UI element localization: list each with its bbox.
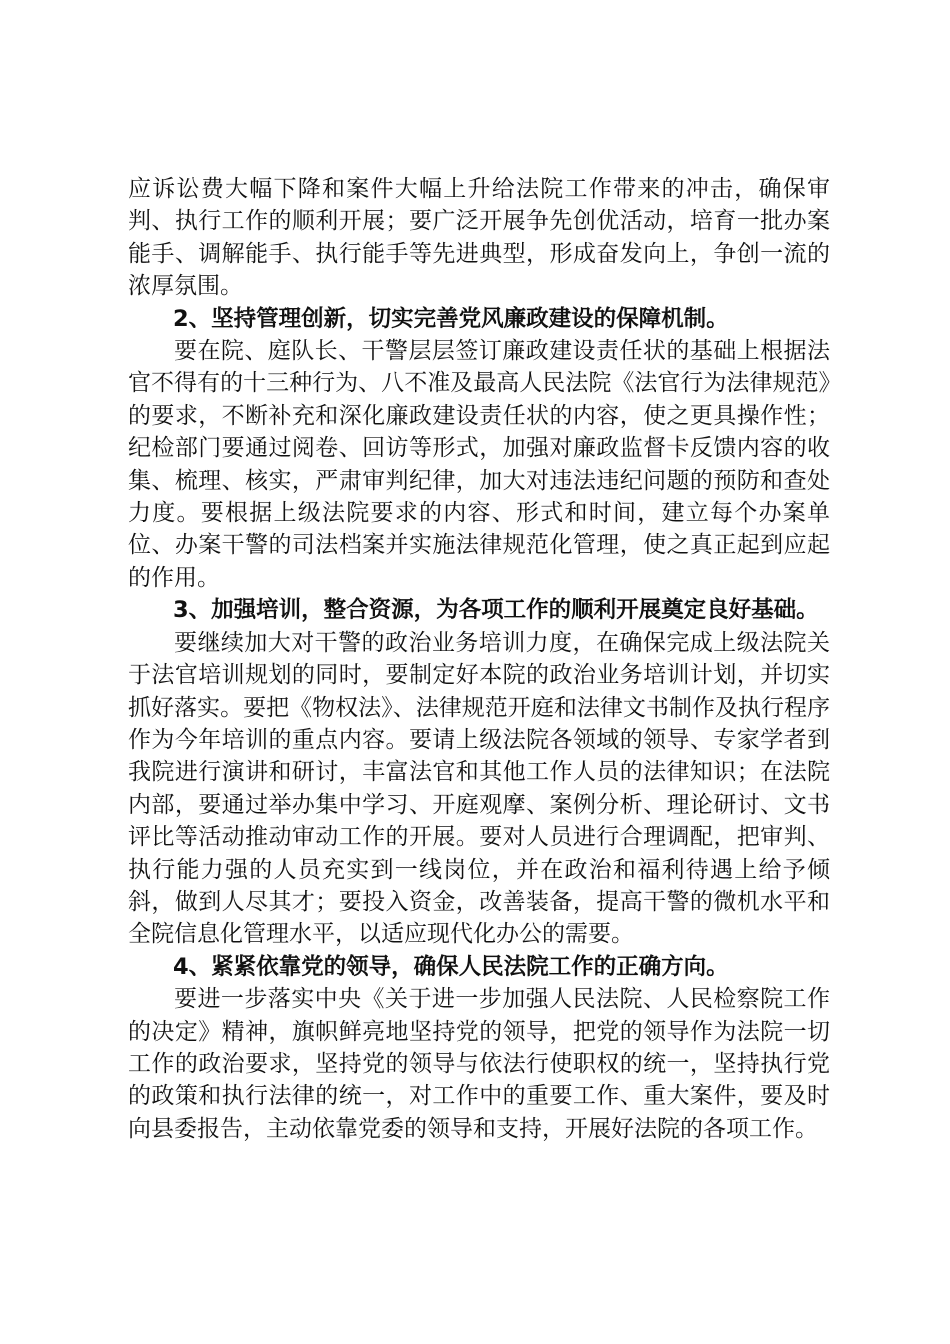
- continuation-paragraph: 应诉讼费大幅下降和案件大幅上升给法院工作带来的冲击，确保审判、执行工作的顺利开展；要广泛开展争先创优活动，培育一批办案能手、调解能手、执行能手等先进典型，形成奋发向上，争创一流的浓厚氛围。: [128, 176, 830, 300]
- section-heading-3: 3、加强培训，整合资源，为各项工作的顺利开展奠定良好基础。: [173, 597, 819, 624]
- body-paragraph-3: 要继续加大对干警的政治业务培训力度，在确保完成上级法院关于法官培训规划的同时，要制定好本院的政治业务培训计划，并切实抓好落实。要把《物权法》、法律规范开庭和法律文书制作及执行程序作为今年培训的重点内容。要请上级法院各领域的领导、专家学者到我院进行演讲和研讨，丰富法官和其他工作人员的法律知识；在法院内部，要通过举办集中学习、开庭观摩、案例分析、理论研讨、文书评比等活动推动审动工作的开展。要对人员进行合理调配，把审判、执行能力强的人员充实到一线岗位，并在政治和福利待遇上给予倾斜，做到人尽其才；要投入资金，改善装备，提高干警的微机水平和全院信息化管理水平，以适应现代化办公的需要。: [128, 629, 830, 948]
- section-heading-2: 2、坚持管理创新，切实完善党风廉政建设的保障机制。: [173, 305, 729, 332]
- body-paragraph-2: 要在院、庭队长、干警层层签订廉政建设责任状的基础上根据法官不得有的十三种行为、八不准及最高人民法院《法官行为法律规范》的要求，不断补充和深化廉政建设责任状的内容，使之更具操作性；纪检部门要通过阅卷、回访等形式，加强对廉政监督卡反馈内容的收集、梳理、核实，严肃审判纪律，加大对违法违纪问题的预防和查处力度。要根据上级法院要求的内容、形式和时间，建立每个办案单位、办案干警的司法档案并实施法律规范化管理，使之真正起到应起的作用。: [128, 338, 830, 591]
- document-page: [128, 173, 830, 1145]
- body-paragraph-4: 要进一步落实中央《关于进一步加强人民法院、人民检察院工作的决定》精神，旗帜鲜亮地坚持党的领导，把党的领导作为法院一切工作的政治要求，坚持党的领导与依法行使职权的统一，坚持执行党的政策和执行法律的统一，对工作中的重要工作、重大案件，要及时向县委报告，主动依靠党委的领导和支持，开展好法院的各项工作。: [128, 986, 830, 1142]
- section-heading-4: 4、紧紧依靠党的领导，确保人民法院工作的正确方向。: [173, 953, 729, 980]
